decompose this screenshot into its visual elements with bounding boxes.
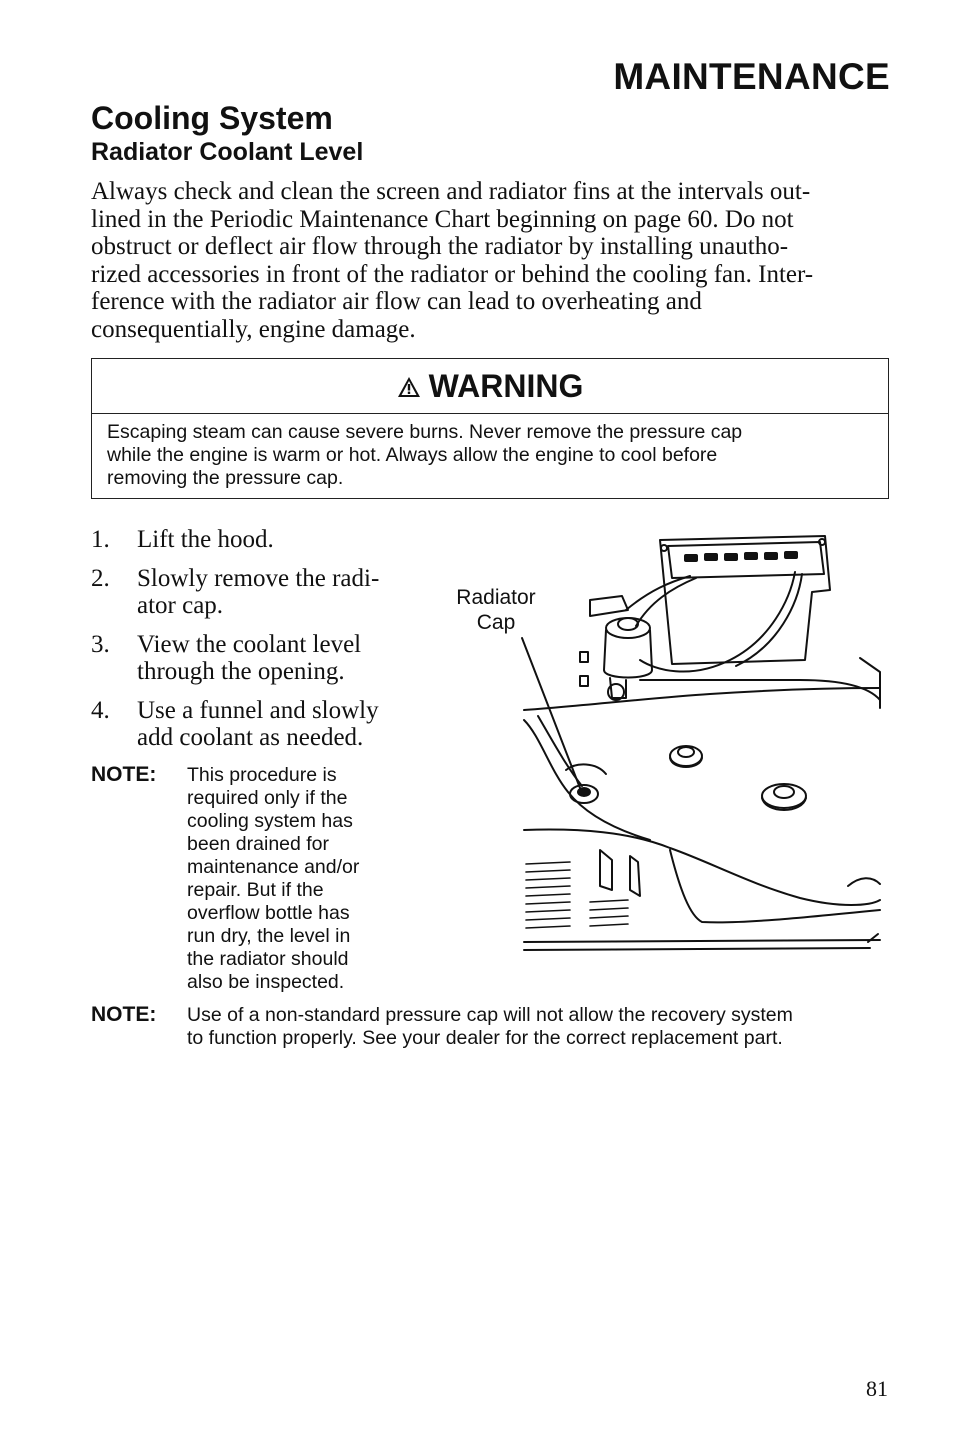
list-item xyxy=(91,526,421,554)
figure-label-line: Cap xyxy=(476,611,516,634)
step-number: 1. xyxy=(91,526,110,553)
step-text: add coolant as needed. xyxy=(137,724,364,751)
section-subtitle: Radiator Coolant Level xyxy=(91,138,364,166)
note-label: NOTE: xyxy=(91,1003,157,1026)
page-number: 81 xyxy=(866,1376,888,1401)
step-number: 3. xyxy=(91,630,110,658)
note-line: the radiator should xyxy=(187,948,349,970)
intro-line: obstruct or deflect air flow through the radiator by installing unautho- xyxy=(91,233,789,260)
note-line: to function properly. See your dealer for the correct replacement part. xyxy=(187,1027,783,1049)
step-text: Use a funnel and slowly xyxy=(137,696,379,724)
note-line: This procedure is xyxy=(187,764,337,786)
note-line: overflow bottle has xyxy=(187,902,350,924)
list-item xyxy=(91,697,421,752)
step-number: 4. xyxy=(91,696,110,724)
step-number: 2. xyxy=(91,564,110,592)
warning-triangle-icon xyxy=(397,376,421,398)
note-line: also be inspected. xyxy=(187,971,345,993)
note-line: run dry, the level in xyxy=(187,925,351,947)
figure-label-line: Radiator xyxy=(456,586,536,609)
intro-line: Always check and clean the screen and radiator fins at the intervals out- xyxy=(91,178,811,205)
step-text: Lift the hood. xyxy=(137,526,274,553)
note-line: repair. But if the xyxy=(187,879,324,901)
note-procedure xyxy=(91,763,421,993)
note-line: cooling system has xyxy=(187,810,353,832)
intro-paragraph xyxy=(91,178,891,343)
step-text: Slowly remove the radi- xyxy=(137,564,380,592)
warning-header xyxy=(92,359,888,414)
intro-line: consequentially, engine damage. xyxy=(91,315,416,343)
warning-line: removing the pressure cap. xyxy=(107,467,344,489)
note-label: NOTE: xyxy=(91,763,157,786)
step-text: View the coolant level xyxy=(137,630,362,658)
step-text: ator cap. xyxy=(137,592,224,619)
warning-line: while the engine is warm or hot. Always allow the engine to cool before xyxy=(107,444,718,466)
warning-box xyxy=(91,358,889,499)
list-item xyxy=(91,565,421,620)
section-header: MAINTENANCE xyxy=(613,56,890,97)
step-text: through the opening. xyxy=(137,658,345,685)
note-line: required only if the xyxy=(187,787,348,809)
note-line: Use of a non-standard pressure cap will not allow the recovery system xyxy=(187,1004,793,1026)
intro-line: lined in the Periodic Maintenance Chart beginning on page 60. Do not xyxy=(91,205,794,233)
page-title: Cooling System xyxy=(91,100,333,136)
warning-line: Escaping steam can cause severe burns. Never remove the pressure cap xyxy=(107,421,743,443)
warning-text xyxy=(92,414,888,490)
intro-line: rized accessories in front of the radiator or behind the cooling fan. Inter- xyxy=(91,260,814,288)
intro-line: ference with the radiator air flow can lead to overheating and xyxy=(91,288,702,315)
steps-list xyxy=(91,526,421,763)
note-line: maintenance and/or xyxy=(187,856,360,878)
figure-label-radiator-cap xyxy=(446,585,546,635)
list-item xyxy=(91,631,421,686)
warning-title: WARNING xyxy=(428,367,584,404)
note-pressure-cap xyxy=(91,1003,891,1053)
note-line: been drained for xyxy=(187,833,330,855)
